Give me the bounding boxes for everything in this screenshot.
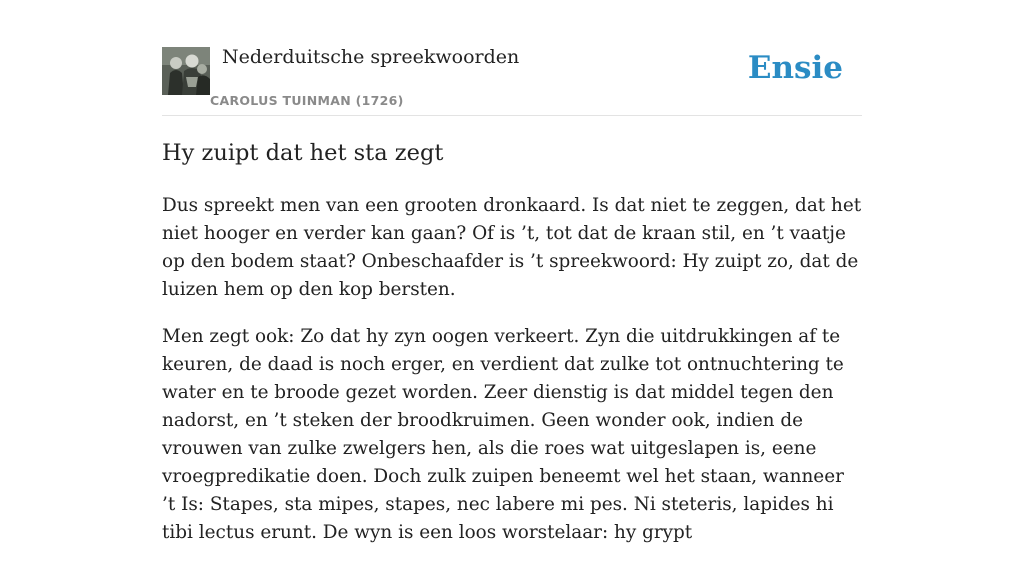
author-portrait-icon xyxy=(162,47,210,95)
author-avatar[interactable] xyxy=(162,47,210,95)
ensie-logo-link[interactable]: Ensie xyxy=(747,50,843,86)
paragraph: Men zegt ook: Zo dat hy zyn oogen verkeert. Zyn die uitdrukkingen af te keuren, de daad is noch erger, en verdient dat zulke tot ontnuchtering te water en te broode gezet worden. Zeer dienstig is dat middel tegen den nadorst, en ’t steken der broodkruimen. Geen wonder ook, indien de vrouwen van zulke zwelgers hen, als die roes wat uitgeslapen is, eene vroegpredikatie doen. Doch zulk zuipen beneemt wel het staan, wanneer ’t Is: Stapes, sta mipes, stapes, nec labere mi pes. Ni steteris, lapides hi tibi lectus erunt. De wyn is een loos worstelaar: hy grypt xyxy=(162,326,844,543)
book-title[interactable]: Nederduitsche spreekwoorden xyxy=(222,46,520,68)
author-name[interactable]: CAROLUS TUINMAN (1726) xyxy=(210,93,404,108)
header xyxy=(162,0,862,116)
entry-title: Hy zuipt dat het sta zegt xyxy=(162,140,444,166)
entry-body xyxy=(162,192,862,566)
content-column xyxy=(162,0,862,543)
paragraph: Dus spreekt men van een grooten dronkaard. Is dat niet te zeggen, dat het niet hooger en verder kan gaan? Of is ’t, tot dat de kraan stil, en ’t vaatje op den bodem staat? Onbeschaafder is ’t spreekwoord: Hy zuipt zo, dat de luizen hem op den kop bersten. xyxy=(162,195,862,300)
